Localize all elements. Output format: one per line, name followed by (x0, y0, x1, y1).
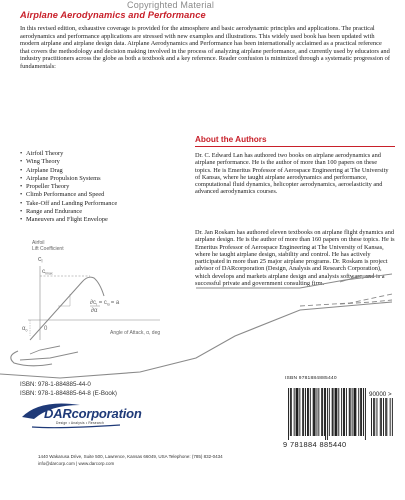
barcode-bar (360, 388, 361, 436)
barcode-bar (321, 388, 322, 436)
barcode-bar (302, 388, 303, 436)
barcode-bar (335, 388, 336, 436)
barcode-bar (294, 388, 295, 436)
barcode-bar (297, 388, 298, 436)
clmax-label: $c_{lmax}$ (42, 268, 53, 276)
diagram-label-line2: Lift Coefficient (32, 246, 64, 252)
barcode-bar (324, 388, 325, 436)
barcode-bar (317, 388, 318, 436)
list-item: • Range and Endurance (20, 208, 117, 216)
barcode-bar (354, 388, 355, 436)
origin-zero-label: 0 (44, 326, 48, 332)
barcode-bar (325, 388, 326, 440)
slope-denominator: ∂α (91, 308, 98, 314)
logo-underline (32, 425, 120, 428)
barcode-digits: 9 781884 885440 (283, 440, 347, 449)
barcode-bar (329, 388, 330, 436)
barcode-addon-bar (385, 398, 386, 436)
barcode-bar (307, 388, 308, 436)
barcode-bar (299, 388, 300, 436)
wing-dashed-line (300, 294, 392, 306)
barcode-bar (308, 388, 309, 436)
list-item: • Airfoil Theory (20, 150, 117, 158)
barcode-bar (288, 388, 289, 440)
heading-divider (195, 146, 395, 147)
barcode-bar (343, 388, 344, 436)
barcode-bar (290, 388, 291, 436)
barcode-bar (344, 388, 345, 436)
barcode-addon-bar (374, 398, 375, 436)
barcode-bar (310, 388, 311, 436)
barcode-addon-bar (381, 398, 382, 436)
list-item: • Propeller Theory (20, 183, 117, 191)
barcode-bar (361, 388, 362, 436)
barcode-addon-bar (380, 398, 381, 436)
canopy-line (30, 346, 60, 354)
x-axis-label: Angle of Attack, α, deg (110, 330, 161, 336)
topic-list (20, 150, 117, 225)
list-item: • Take-Off and Landing Performance (20, 200, 117, 208)
isbn-ebook: ISBN: 978-1-884885-64-8 (E-Book) (20, 389, 117, 397)
barcode-bar (314, 388, 315, 436)
barcode-addon-bar (371, 398, 372, 436)
flap-dashed-line (340, 300, 392, 304)
list-item: • Airplane Drag (20, 167, 117, 175)
diagram-label-line1: Airfoil (32, 240, 45, 246)
barcode-bar (313, 388, 314, 436)
about-authors-heading: About the Authors (195, 135, 267, 144)
barcode-addon-bar (392, 398, 393, 436)
fuselage-lower-line (0, 302, 392, 378)
barcode-bar (296, 388, 297, 436)
barcode-addon-bar (373, 398, 374, 436)
barcode-bar (358, 388, 359, 436)
barcode-addon-bar (383, 398, 384, 436)
nose-line (20, 352, 78, 360)
cl-axis-label: $c_l$ (38, 256, 43, 264)
barcode-bar (355, 388, 356, 436)
author-bio-lan: Dr. C. Edward Lan has authored two books on airplane aerodynamics and airplane performance. He is the author of more than 100 papers on these topics. He is Emeritus Professor of Aerospace Engineering at The University of Kansas, where he taught airplane aerodynamics and performance, computational fluid dynamics, helicopter aerodynamics, aeroelasticity and advanced aerodynamics courses. (195, 152, 389, 196)
barcode-bar (318, 388, 319, 436)
barcode-bar (355, 388, 356, 436)
barcode-bar (349, 388, 350, 436)
isbn-block (20, 381, 117, 398)
barcode-bar (291, 388, 292, 436)
barcode-bar (332, 388, 333, 436)
list-item: • Wing Theory (20, 158, 117, 166)
alpha0-label: $\alpha_0$ (22, 326, 28, 333)
barcode-bar (305, 388, 306, 436)
list-item: • Airplane Propulsion Systems (20, 175, 117, 183)
list-item: • Maneuvers and Flight Envelope (20, 216, 117, 224)
barcode (288, 388, 396, 440)
barcode-bar (303, 388, 304, 436)
barcode-bar (341, 388, 342, 436)
barcode-bar (346, 388, 347, 436)
barcode-bar (298, 388, 299, 436)
barcode-price-code: 90000 > (369, 391, 392, 398)
barcode-bar (365, 388, 366, 440)
barcode-bar (322, 388, 323, 436)
contact-line: info@darcorp.com | www.darcorp.com (38, 460, 115, 466)
logo-tagline: Design • Analysis • Research (56, 421, 105, 425)
slope-equation: $\partial c_l = c_l\alpha= a$ (90, 300, 120, 307)
barcode-bar (350, 388, 351, 436)
barcode-bar (363, 388, 364, 436)
barcode-bar (333, 388, 334, 436)
isbn-print: ISBN: 978-1-884885-44-0 (20, 381, 91, 388)
barcode-bar (352, 388, 353, 436)
airplane-illustration (0, 268, 405, 380)
barcode-bar (336, 388, 337, 436)
publisher-address (38, 454, 223, 467)
barcode-addon-bar (377, 398, 378, 436)
author-bio-roskam: Dr. Jan Roskam has authored eleven textbooks on airplane flight dynamics and airplane design. He is the author of more than 160 papers on these topics. He is Emeritus Professor of Aerospace Engineering at The University of Kansas, where he taught airplane design, stability and control. He has actively participated in more than 25 major airplane programs. Dr. Roskam is project advisor of DARcorporation (Design, Analysis and Research Corporation), which develops and markets airplane design and analysis software, and is a successful private and government consulting firm. (195, 229, 395, 288)
list-item: • Climb Performance and Speed (20, 191, 117, 199)
barcode-addon-bar (386, 398, 387, 436)
barcode-bar (327, 388, 328, 440)
barcode-bar (338, 388, 339, 436)
intro-paragraph: In this revised edition, exhaustive coverage is provided for the atmosphere and basic aerodynamic principles and applications. The practical aerodynamics and performance applications are stressed with new examples and illustrations. This widely used book has been updated with modern airplane and airplane design data. Airplane Aerodynamics and Performance has been internationally acclaimed as a practical reference that covers the methodology and decision making involved in the process of analyzing airplane performance, and currently used by educators and industry practitioners across the globe as both a textbook and a key reference. Reader confusion is minimized through a systematic progression of fundamentals: (20, 25, 390, 70)
barcode-bar (336, 388, 337, 436)
watermark: Copyrighted Material (127, 0, 215, 10)
barcode-bar (315, 388, 316, 436)
page-title: Airplane Aerodynamics and Performance (20, 10, 206, 20)
barcode-addon-bar (390, 398, 391, 436)
barcode-isbn-text: ISBN 9781884885440 (285, 376, 337, 381)
logo-name: DARcorporation (44, 406, 142, 421)
address-line: 1440 Wakarusa Drive, Suite 500, Lawrence, Kansas 66049, USA Telephone: (785) 832-0434 (38, 454, 223, 459)
